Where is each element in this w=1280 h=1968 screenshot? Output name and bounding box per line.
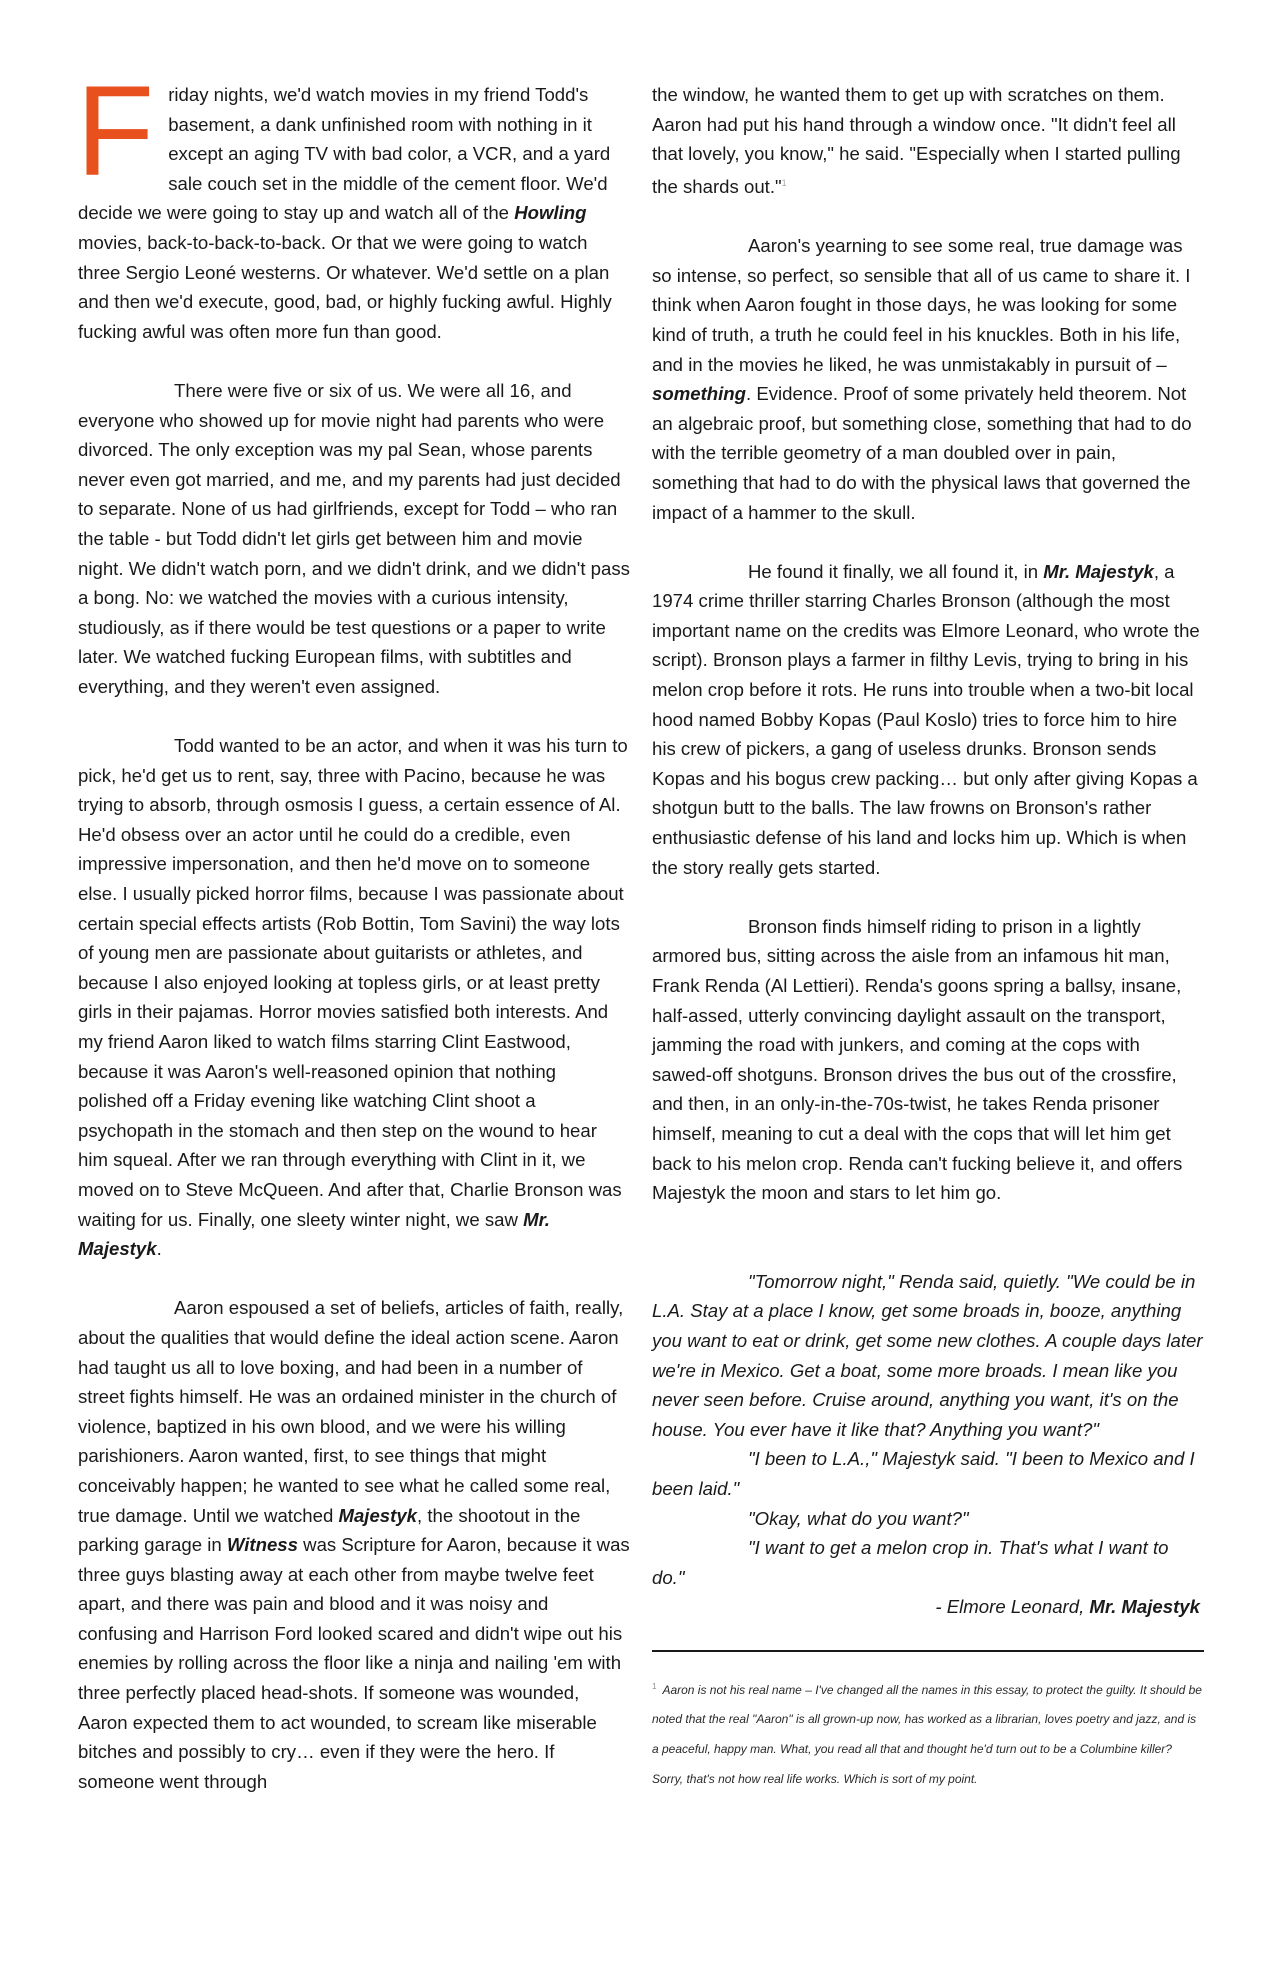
attribution-author: - Elmore Leonard, [935, 1596, 1090, 1618]
paragraph-5-text: the window, he wanted them to get up with scratches on them. Aaron had put his hand through a window once. "It didn't feel all that lovely, you know," he said. "Especially when I started pulling the shards out." [652, 84, 1181, 197]
quote-line-3: "Okay, what do you want?" [748, 1507, 969, 1529]
block-quote [652, 1267, 1204, 1622]
paragraph-7-b: , a 1974 crime thriller starring Charles Bronson (although the most important name on the credits was Elmore Leonard, who wrote the script). Bronson plays a farmer in filthy Levis, trying to bring in his melon crop before it rots. He runs into trouble when a two-bit local hood named Bobby Kopas (Paul Koslo) tries to force him to hire his crew of pickers, a gang of useless drunks. Bronson sends Kopas and his bogus crew packing… but only after giving Kopas a shotgun butt to the balls. The law frowns on Bronson's rather enthusiastic defense of his land and locks him up. Which is when the story really gets started. [652, 560, 1200, 878]
footnote-ref: 1 [781, 177, 787, 188]
quote-line-4: "I want to get a melon crop in. That's what I want to do." [652, 1537, 1169, 1588]
attribution-title: Mr. Majestyk [1089, 1596, 1200, 1618]
right-column [652, 80, 1204, 1794]
film-title-howling: Howling [514, 202, 587, 224]
footnote [652, 1672, 1204, 1794]
film-title-majestyk: Mr. Majestyk [78, 1208, 550, 1260]
footnote-body: Aaron is not his real name – I've changed all the names in this essay, to protect the guilty. It should be noted that the real "Aaron" is all grown-up now, has worked as a librarian, loves poetry and jazz, and is a peaceful, happy man. What, you read all that and thought he'd turn out to be a Columbine killer? Sorry, that's not how real life works. Which is sort of my point. [652, 1682, 1202, 1786]
footnote-divider [652, 1650, 1204, 1652]
film-title-majestyk-3: Mr. Majestyk [1043, 560, 1154, 582]
quote-line-1: "Tomorrow night," Renda said, quietly. "We could be in L.A. Stay at a place I know, get some broads in, booze, anything you want to eat or drink, get some new clothes. A couple days later we're in Mexico. Get a boat, some more broads. I mean like you never seen before. Cruise around, anything you want, it's on the house. You ever have it like that? Anything you want?" [652, 1270, 1203, 1440]
paragraph-4-c: was Scripture for Aaron, because it was three guys blasting away at each other from maybe twelve feet apart, and there was pain and blood and it was noisy and confusing and Harrison Ford looked scared and didn't wipe out his enemies by rolling across the floor like a ninja and nailing 'em with three perfectly placed head-shots. If someone was wounded, Aaron expected them to act wounded, to scream like miserable bitches and possibly to cry… even if they were the hero. If someone went through [78, 1534, 630, 1792]
film-title-majestyk-2: Majestyk [338, 1504, 418, 1526]
film-title-witness: Witness [226, 1534, 298, 1556]
emphasis-something: something [652, 383, 747, 405]
paragraph-3 [78, 731, 630, 1264]
left-column [76, 60, 630, 1796]
footnote-marker: 1 [652, 1681, 657, 1691]
footnote-text [652, 1672, 1204, 1794]
paragraph-4 [78, 1293, 630, 1796]
paragraph-4-a: Aaron espoused a set of beliefs, articles of faith, really, about the qualities that would define the ideal action scene. Aaron had taught us all to love boxing, and had been in a number of street fights himself. He was an ordained minister in the church of violence, baptized in his own blood, and we were his willing parishioners. Aaron wanted, first, to see things that might conceivably happen; he wanted to see what he called some real, true damage. Until we watched [78, 1297, 624, 1526]
paragraph-1-text: riday nights, we'd watch movies in my friend Todd's basement, a dank unfinished room with nothing in it except an aging TV with bad color, a VCR, and a yard sale couch set in the middle of the cement floor. We'd decide we were going to stay up and watch all of the [78, 84, 611, 224]
paragraph-1-rest: movies, back-to-back-to-back. Or that we were going to watch three Sergio Leoné westerns. Or whatever. We'd settle on a plan and then we'd execute, good, bad, or highly fucking awful. Highly fucking awful was often more fun than good. [78, 231, 612, 342]
paragraph-6-a: Aaron's yearning to see some real, true damage was so intense, so perfect, so sensible that all of us came to share it. I think when Aaron fought in those days, he was looking for some kind of truth, a truth he could feel in his knuckles. Both in his life, and in the movies he liked, he was unmistakably in pursuit of – [652, 235, 1191, 375]
paragraph-3-end: . [156, 1238, 162, 1260]
quote-line-2: "I been to L.A.," Majestyk said. "I been to Mexico and I been laid." [652, 1448, 1195, 1499]
drop-cap: F [76, 60, 155, 203]
paragraph-7-a: He found it finally, we all found it, in [748, 560, 1044, 582]
paragraph-8: Bronson finds himself riding to prison in a lightly armored bus, sitting across the aisle from an infamous hit man, Frank Renda (Al Lettieri). Renda's goons spring a ballsy, insane, half-assed, utterly convincing daylight assault on the transport, jamming the road with junkers, and coming at the cops with sawed-off shotguns. Bronson drives the bus out of the crossfire, and then, in an only-in-the-70s-twist, he takes Renda prisoner himself, meaning to cut a deal with the cops that will let him get back to his melon crop. Renda can't fucking believe it, and offers Majestyk the moon and stars to let him go. [652, 915, 1183, 1204]
paragraph-2: There were five or six of us. We were all 16, and everyone who showed up for movie night had parents who were divorced. The only exception was my pal Sean, whose parents never even got married, and me, and my parents had just decided to separate. None of us had girlfriends, except for Todd – who ran the table - but Todd didn't let girls get between him and movie night. We didn't watch porn, and we didn't drink, and we didn't pass a bong. No: we watched the movies with a curious intensity, studiously, as if there would be test questions or a paper to write later. We watched fucking European films, with subtitles and everything, and they weren't even assigned. [78, 379, 630, 697]
paragraph-1 [76, 60, 630, 346]
paragraph-6 [652, 231, 1204, 527]
paragraph-4-b: , the shootout in the parking garage in [78, 1504, 581, 1556]
quote-attribution [652, 1592, 1204, 1622]
paragraph-6-b: . Evidence. Proof of some privately held theorem. Not an algebraic proof, but something close, something that had to do with the terrible geometry of a man doubled over in pain, something that had to do with the physical laws that governed the impact of a hammer to the skull. [652, 383, 1192, 523]
paragraph-7 [652, 557, 1204, 883]
paragraph-5 [652, 80, 1204, 202]
paragraph-3-text: Todd wanted to be an actor, and when it was his turn to pick, he'd get us to rent, say, three with Pacino, because he was trying to absorb, through osmosis I guess, a certain essence of Al. He'd obsess over an actor until he could do a credible, even impressive impersonation, and then he'd move on to someone else. I usually picked horror films, because I was passionate about certain special effects artists (Rob Bottin, Tom Savini) the way lots of young men are passionate about guitarists or athletes, and because I also enjoyed looking at topless girls, or at least pretty girls in their pajamas. Horror movies satisfied both interests. And my friend Aaron liked to watch films starring Clint Eastwood, because it was Aaron's well-reasoned opinion that nothing polished off a Friday evening like watching Clint shoot a psychopath in the stomach and then step on the wound to hear him squeal. After we ran through everything with Clint in it, we moved on to Steve McQueen. And after that, Charlie Bronson was waiting for us. Finally, one sleety winter night, we saw [78, 735, 628, 1230]
